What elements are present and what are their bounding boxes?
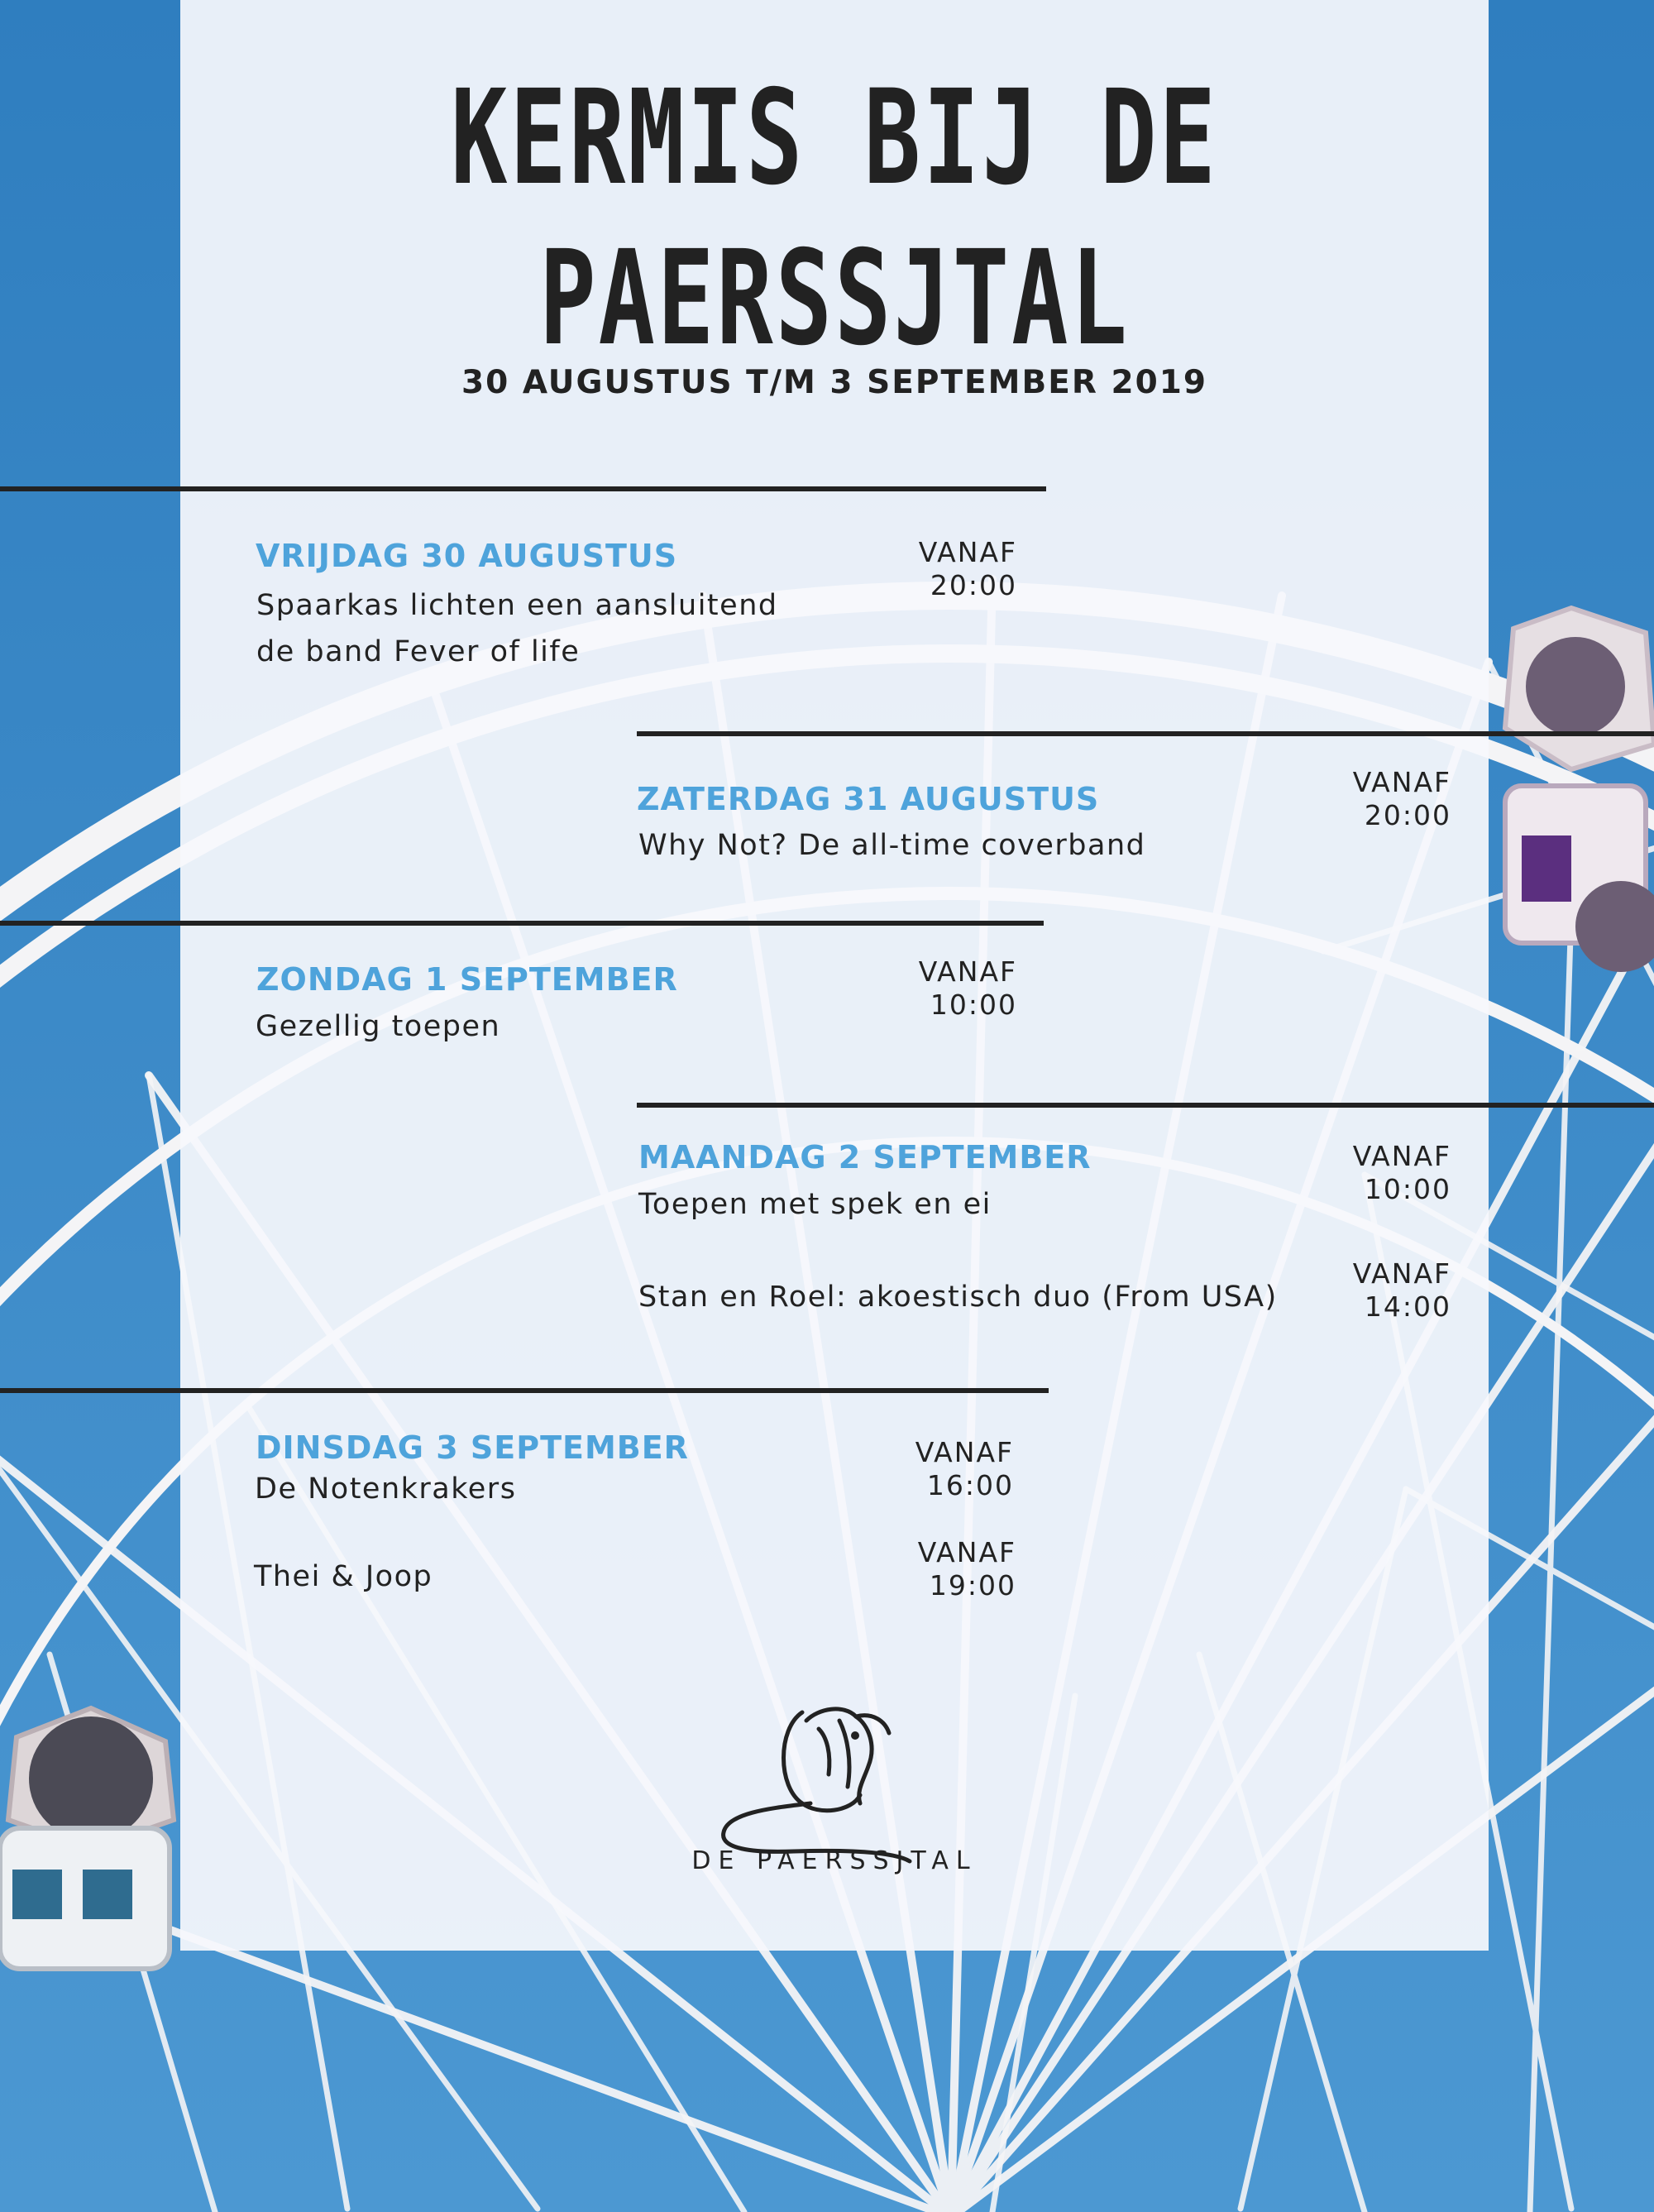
event-desc-friday-line1: Spaarkas lichten een aansluitend [256, 589, 778, 622]
event-time-monday-1 [1286, 1140, 1451, 1206]
time-label: VANAF [1352, 1140, 1451, 1172]
time-value: 19:00 [929, 1569, 1016, 1602]
event-time-tuesday-2 [851, 1536, 1016, 1602]
divider-5 [0, 1388, 1049, 1393]
time-label: VANAF [1352, 766, 1451, 798]
divider-2 [637, 731, 1654, 736]
event-desc-saturday: Why Not? De all-time coverband [638, 829, 1146, 862]
event-day-saturday: ZATERDAG 31 AUGUSTUS [637, 781, 1100, 817]
gondola-left [0, 1708, 174, 1969]
event-time-monday-2 [1286, 1257, 1451, 1324]
event-desc-tuesday-1: De Notenkrakers [255, 1472, 517, 1506]
event-day-monday: MAANDAG 2 SEPTEMBER [638, 1139, 1092, 1175]
event-day-friday: VRIJDAG 30 AUGUSTUS [256, 538, 678, 574]
title-line-1: KERMIS BIJ DE [451, 62, 1218, 214]
time-value: 16:00 [926, 1469, 1014, 1501]
event-day-tuesday: DINSDAG 3 SEPTEMBER [256, 1429, 689, 1466]
time-value: 20:00 [930, 569, 1017, 601]
event-day-sunday: ZONDAG 1 SEPTEMBER [256, 961, 678, 998]
event-desc-sunday: Gezellig toepen [256, 1010, 501, 1043]
time-label: VANAF [917, 1536, 1016, 1568]
event-desc-monday-1: Toepen met spek en ei [638, 1188, 992, 1221]
event-desc-tuesday-2: Thei & Joop [254, 1560, 433, 1593]
time-label: VANAF [918, 536, 1017, 568]
time-value: 10:00 [1364, 1173, 1451, 1205]
divider-1 [0, 486, 1046, 491]
divider-3 [0, 921, 1044, 926]
divider-4 [637, 1103, 1654, 1108]
time-value: 20:00 [1364, 799, 1451, 831]
title-line-2: PAERSSJTAL [539, 223, 1130, 375]
time-value: 10:00 [930, 989, 1017, 1021]
time-label: VANAF [918, 955, 1017, 988]
event-desc-friday-line2: de band Fever of life [256, 635, 581, 668]
event-time-saturday [1286, 766, 1451, 832]
date-range-subtitle: 30 AUGUSTUS T/M 3 SEPTEMBER 2019 [461, 364, 1208, 401]
logo-text: DE PAERSSJTAL [691, 1846, 978, 1875]
event-time-tuesday-1 [849, 1436, 1014, 1502]
gondola-right [1505, 608, 1654, 972]
event-desc-monday-2: Stan en Roel: akoestisch duo (From USA) [638, 1281, 1278, 1314]
time-label: VANAF [915, 1436, 1014, 1468]
event-time-friday [852, 536, 1017, 602]
event-time-sunday [852, 955, 1017, 1022]
time-value: 14:00 [1364, 1290, 1451, 1323]
time-label: VANAF [1352, 1257, 1451, 1290]
